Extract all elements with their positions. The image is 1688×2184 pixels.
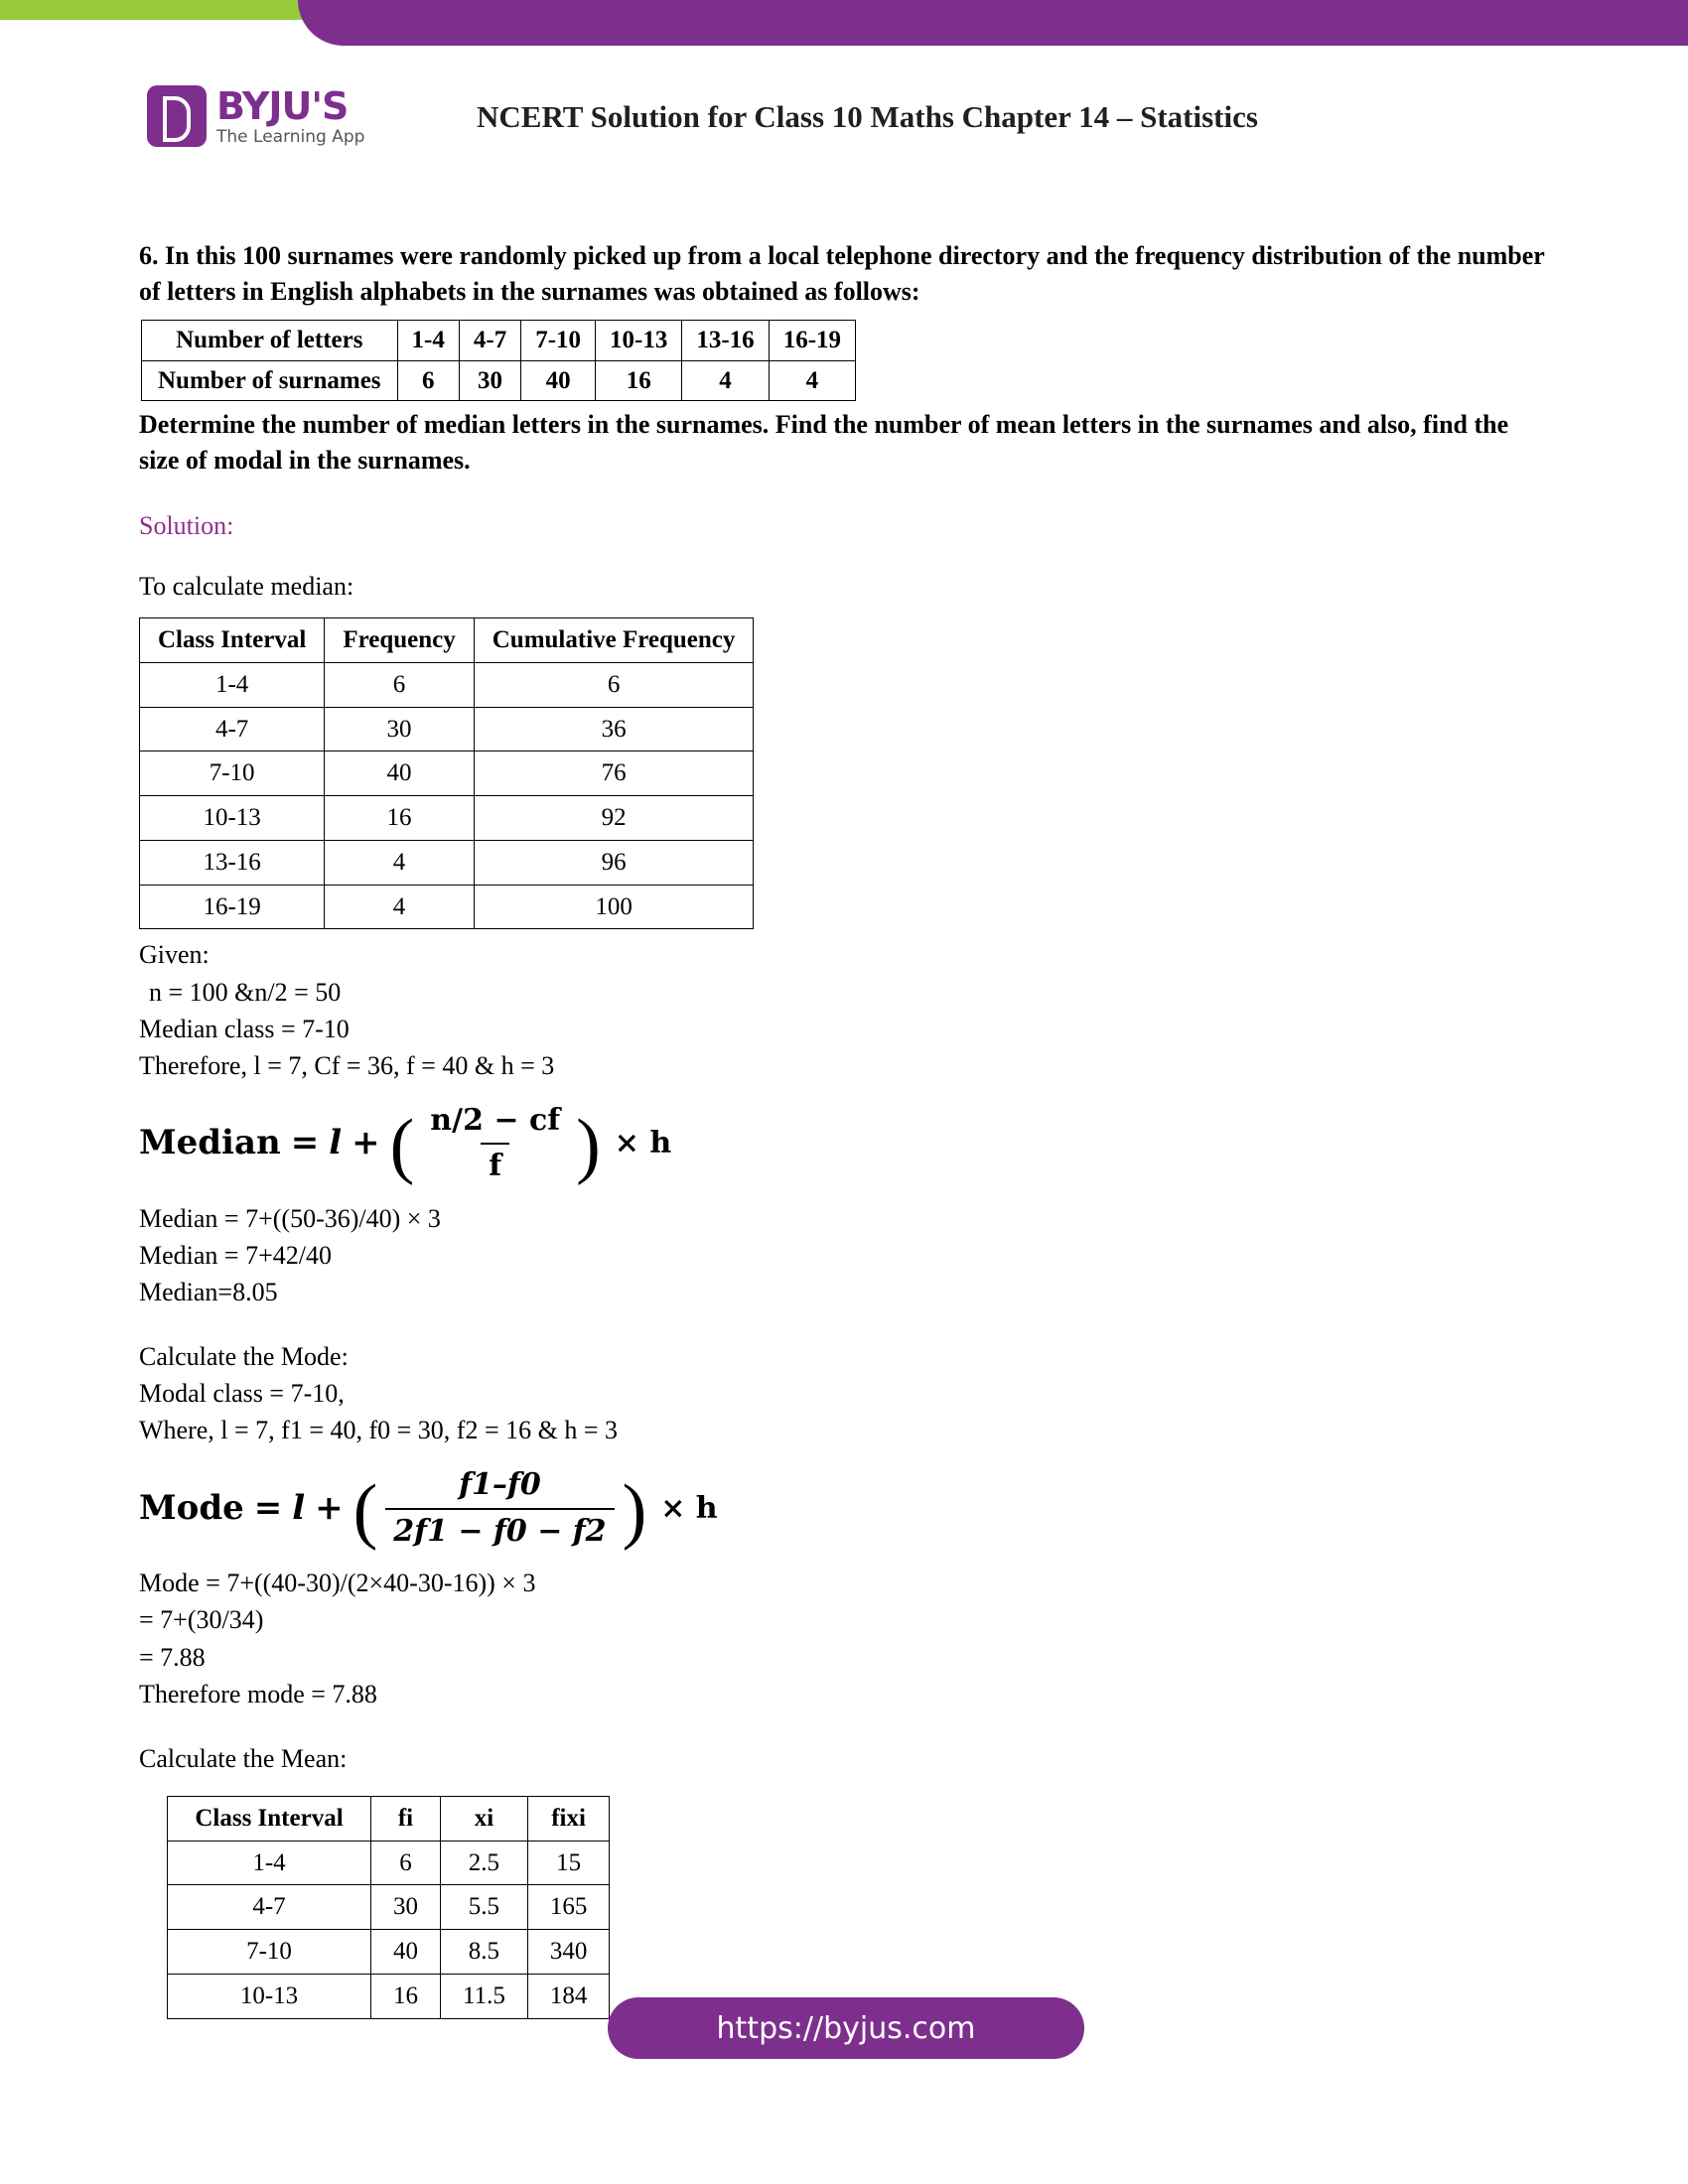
cell-xi: 11.5: [441, 1974, 528, 2018]
median-formula-eq: =: [290, 1123, 320, 1163]
table-row: [140, 840, 754, 885]
cell-class-interval: 7-10: [168, 1930, 371, 1975]
table-row: [142, 320, 856, 360]
cell-xi: 2.5: [441, 1841, 528, 1885]
frequency-cell: 4: [769, 360, 855, 401]
column-header-xi: xi: [441, 1796, 528, 1841]
website-link-button[interactable]: [608, 1997, 1084, 2059]
purple-band-right: [1172, 0, 1688, 46]
cell-class-interval: 1-4: [168, 1841, 371, 1885]
byjus-logo: [147, 85, 364, 147]
cell-fi: 40: [371, 1930, 441, 1975]
median-cumulative-frequency-table: [139, 617, 754, 929]
mode-formula-plus: +: [315, 1487, 344, 1528]
mode-formula: Mode = l + ( $\frac{f1-f0}{2f1 - f0 - f2}$ ) × h: [139, 1467, 718, 1552]
mode-formula-lhs: Mode: [139, 1487, 244, 1528]
interval-cell: 16-19: [769, 320, 855, 360]
question-followup: Determine the number of median letters in the surnames. Find the number of mean letters in the surnames and also, find the size of modal in the surnames.: [139, 410, 1509, 476]
median-step: Median = 7+42/40: [139, 1240, 332, 1270]
cell-cumulative: 76: [474, 751, 754, 796]
mode-formula-eq: =: [253, 1487, 283, 1528]
median-formula-times: × h: [614, 1126, 672, 1161]
mode-fraction-numerator: f1–f0: [459, 1467, 541, 1503]
table-row: [168, 1841, 610, 1885]
row-header-surnames: Number of surnames: [142, 360, 398, 401]
frequency-cell: 16: [596, 360, 682, 401]
cell-cumulative: 96: [474, 840, 754, 885]
column-header-fi: fi: [371, 1796, 441, 1841]
median-fraction-numerator: n/2 − cf: [430, 1102, 561, 1138]
mode-modal-class: Modal class = 7-10,: [139, 1379, 345, 1409]
cell-cumulative: 100: [474, 885, 754, 929]
row-header-letters: Number of letters: [142, 320, 398, 360]
mode-step: = 7+(30/34): [139, 1605, 264, 1635]
frequency-cell: 4: [682, 360, 769, 401]
column-header-class-interval: Class Interval: [168, 1796, 371, 1841]
cell-fi: 6: [371, 1841, 441, 1885]
cell-class-interval: 16-19: [140, 885, 325, 929]
cell-fixi: 184: [527, 1974, 610, 2018]
cell-cumulative: 36: [474, 707, 754, 751]
cell-class-interval: 10-13: [140, 796, 325, 841]
cell-class-interval: 4-7: [140, 707, 325, 751]
mode-formula-times: × h: [660, 1490, 718, 1526]
table-row: [168, 1930, 610, 1975]
cell-fi: 16: [371, 1974, 441, 2018]
median-formula-lhs: Median: [139, 1123, 281, 1163]
frequency-cell: 40: [521, 360, 596, 401]
table-row: [142, 360, 856, 401]
median-therefore: Therefore, l = 7, Cf = 36, f = 40 & h = 3: [139, 1050, 555, 1080]
median-fraction-denominator: f: [481, 1143, 509, 1187]
cell-fixi: 165: [527, 1885, 610, 1930]
column-header: Cumulative Frequency: [474, 618, 754, 663]
page-header: [0, 77, 1688, 167]
given-label: Given:: [139, 940, 210, 970]
median-step: Median = 7+((50-36)/40) × 3: [139, 1203, 441, 1233]
website-url: https://byjus.com: [716, 2010, 976, 2046]
mode-step: = 7.88: [139, 1642, 206, 1672]
cell-class-interval: 13-16: [140, 840, 325, 885]
mean-calculation-table: [167, 1796, 610, 2019]
mode-fraction-denominator: 2f1 − f0 − f2: [385, 1508, 614, 1553]
column-header-fixi: fixi: [527, 1796, 610, 1841]
cell-class-interval: 4-7: [168, 1885, 371, 1930]
cell-fixi: 340: [527, 1930, 610, 1975]
cell-fi: 30: [371, 1885, 441, 1930]
mode-formula-var: l: [292, 1487, 306, 1528]
interval-cell: 4-7: [459, 320, 520, 360]
interval-cell: 7-10: [521, 320, 596, 360]
table-row: [140, 885, 754, 929]
frequency-cell: 6: [397, 360, 459, 401]
cell-cumulative: 92: [474, 796, 754, 841]
median-formula: Median = l + ( $\frac{n/2 - cf}{f}$ ) × h: [139, 1102, 672, 1187]
median-step: Median=8.05: [139, 1278, 278, 1306]
table-header-row: [168, 1796, 610, 1841]
frequency-cell: 30: [459, 360, 520, 401]
cell-frequency: 30: [325, 707, 474, 751]
cell-cumulative: 6: [474, 662, 754, 707]
interval-cell: 13-16: [682, 320, 769, 360]
median-fraction: [422, 1101, 568, 1187]
interval-cell: 10-13: [596, 320, 682, 360]
logo-text: [216, 83, 365, 147]
mode-step: Mode = 7+((40-30)/(2×40-30-16)) × 3: [139, 1569, 536, 1598]
cell-frequency: 16: [325, 796, 474, 841]
table-row: [140, 796, 754, 841]
cell-class-interval: 10-13: [168, 1974, 371, 2018]
document-body: [139, 238, 1549, 2027]
cell-frequency: 4: [325, 885, 474, 929]
logo-title: BYJU'S: [216, 83, 349, 128]
median-intro: To calculate median:: [139, 572, 354, 602]
cell-class-interval: 1-4: [140, 662, 325, 707]
table-row: [168, 1885, 610, 1930]
cell-frequency: 4: [325, 840, 474, 885]
interval-cell: 1-4: [397, 320, 459, 360]
table-row: [140, 707, 754, 751]
table-header-row: [140, 618, 754, 663]
median-formula-var: l: [329, 1123, 343, 1163]
table-row: [140, 662, 754, 707]
column-header: Class Interval: [140, 618, 325, 663]
cell-fixi: 15: [527, 1841, 610, 1885]
mode-title: Calculate the Mode:: [139, 1342, 349, 1372]
given-n: n = 100 &n/2 = 50: [149, 977, 342, 1007]
mode-step: Therefore mode = 7.88: [139, 1679, 377, 1708]
cell-class-interval: 7-10: [140, 751, 325, 796]
byjus-logo-icon: [147, 85, 207, 147]
mode-where: Where, l = 7, f1 = 40, f0 = 30, f2 = 16 & h = 3: [139, 1416, 619, 1445]
median-class: Median class = 7-10: [139, 1014, 350, 1043]
solution-label: Solution:: [139, 511, 234, 540]
question-frequency-table: [141, 320, 856, 402]
table-row: [140, 751, 754, 796]
cell-xi: 8.5: [441, 1930, 528, 1975]
median-formula-plus: +: [352, 1123, 380, 1163]
mean-title: Calculate the Mean:: [139, 1743, 348, 1773]
table-row: [168, 1974, 610, 2018]
question-text: 6. In this 100 surnames were randomly picked up from a local telephone directory and the frequency distribution of the number of letters in English alphabets in the surnames was obtained as follows:: [139, 241, 1545, 306]
column-header: Frequency: [325, 618, 474, 663]
cell-frequency: 6: [325, 662, 474, 707]
cell-frequency: 40: [325, 751, 474, 796]
mode-fraction: [385, 1465, 614, 1552]
top-decoration: [0, 0, 1688, 69]
cell-xi: 5.5: [441, 1885, 528, 1930]
logo-subtitle: The Learning App: [216, 126, 365, 147]
page-title: NCERT Solution for Class 10 Maths Chapter 14 – Statistics: [477, 99, 1258, 134]
